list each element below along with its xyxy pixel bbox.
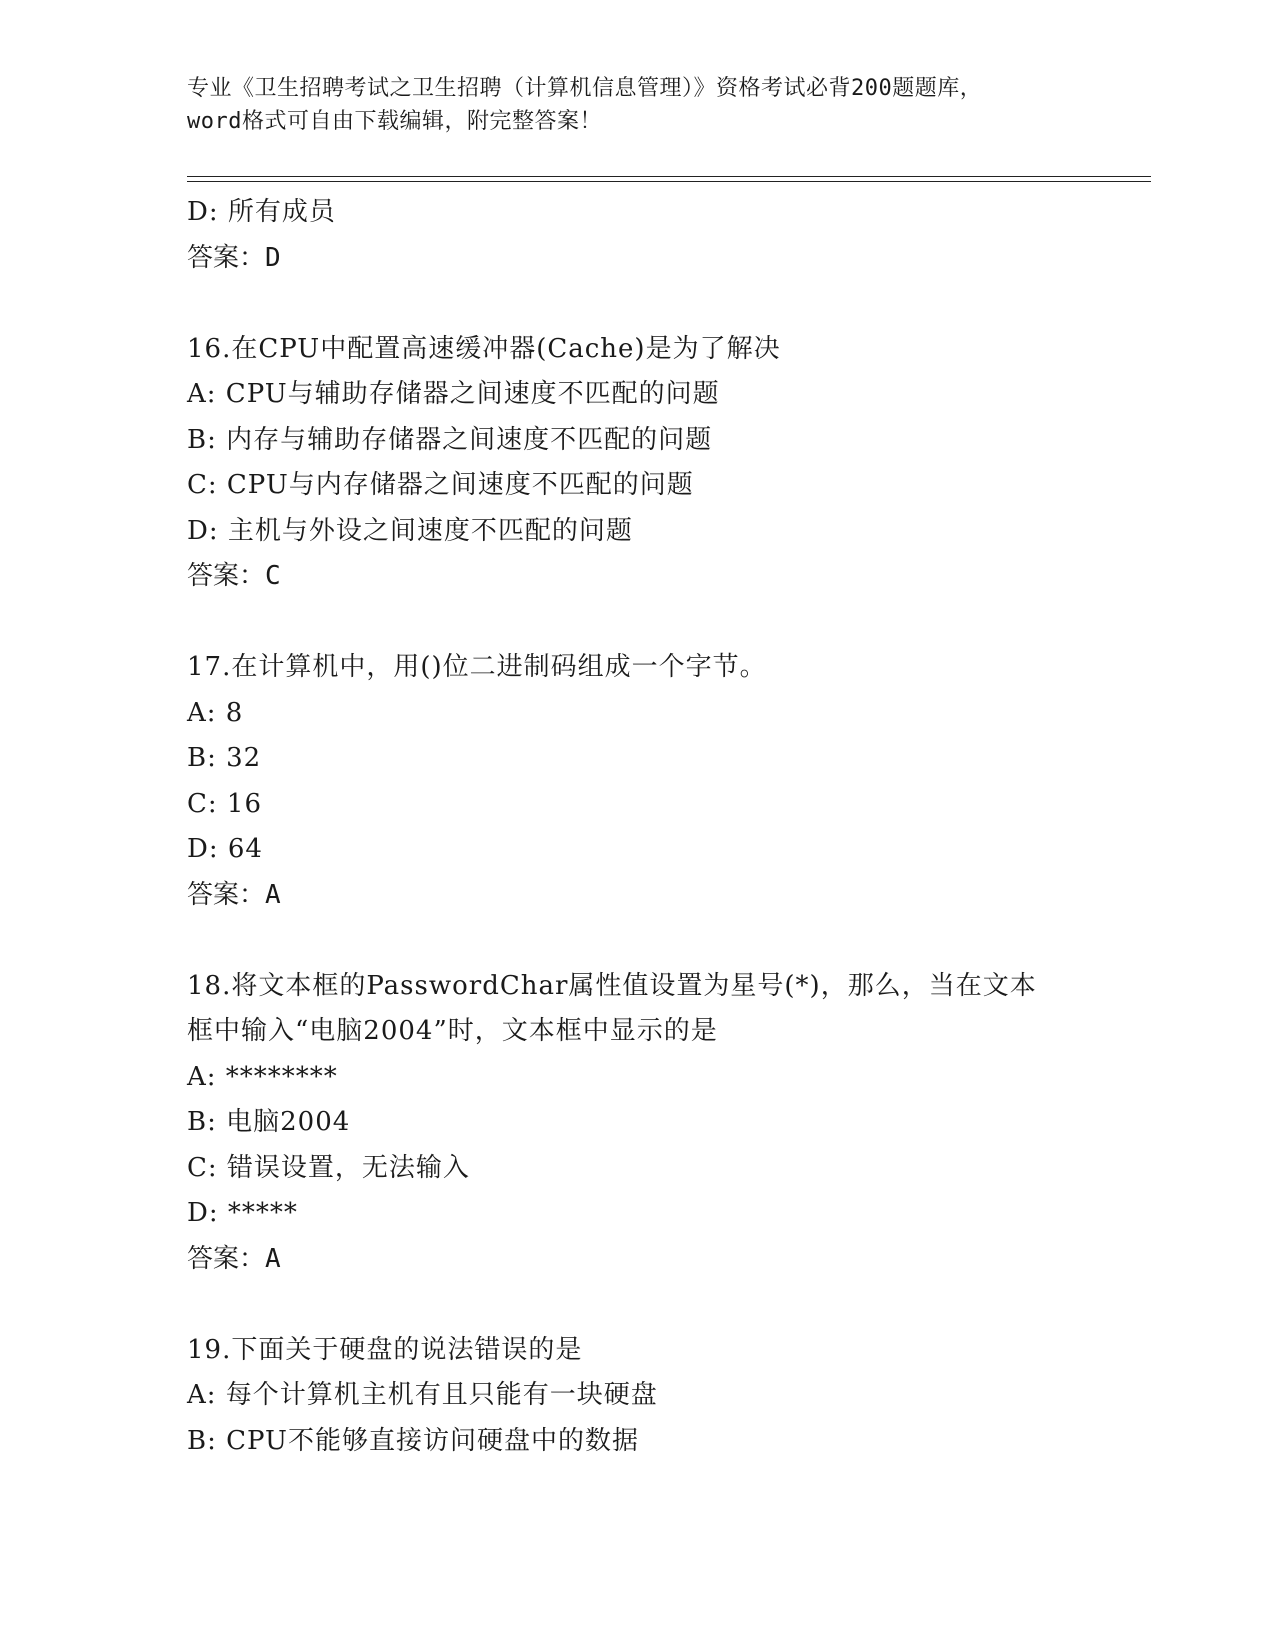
question-16-option-c: C: CPU与内存储器之间速度不匹配的问题: [187, 470, 694, 500]
spacer: [187, 600, 1107, 646]
document-header: [187, 72, 1087, 138]
question-19-option-a: A: 每个计算机主机有且只能有一块硬盘: [187, 1380, 658, 1410]
question-18-option-c: C: 错误设置，无法输入: [187, 1152, 470, 1183]
question-17-option-a: A: 8: [187, 697, 244, 728]
question-16-option-d: D: 主机与外设之间速度不匹配的问题: [187, 515, 633, 546]
question-17-option-d: D: 64: [187, 834, 263, 864]
header-line-2: word格式可自由下载编辑，附完整答案！: [187, 109, 602, 134]
prev-answer: 答案：D: [187, 242, 281, 273]
question-18-stem-line-2: 框中输入“电脑2004”时，文本框中显示的是: [187, 1016, 718, 1046]
question-18-stem-line-1: 18.将文本框的PasswordChar属性值设置为星号(*)，那么，当在文本: [187, 970, 1037, 1001]
question-16-option-b: B: 内存与辅助存储器之间速度不匹配的问题: [187, 424, 713, 455]
header-rule-top: [187, 176, 1151, 177]
question-16-stem: 16.在CPU中配置高速缓冲器(Cache)是为了解决: [187, 333, 781, 364]
question-17-option-b: B: 32: [187, 743, 262, 773]
question-list: [187, 190, 1107, 1464]
prev-option-d: D: 所有成员: [187, 197, 336, 227]
question-16-option-a: A: CPU与辅助存储器之间速度不匹配的问题: [187, 379, 720, 409]
spacer: [187, 1282, 1107, 1328]
question-18-option-d: D: *****: [187, 1198, 298, 1228]
spacer: [187, 918, 1107, 964]
header-line-1: 专业《卫生招聘考试之卫生招聘（计算机信息管理）》资格考试必背200题题库，: [187, 76, 983, 101]
question-16-answer: 答案：C: [187, 561, 281, 591]
question-19-option-b: B: CPU不能够直接访问硬盘中的数据: [187, 1425, 639, 1456]
spacer: [187, 281, 1107, 327]
question-18-option-a: A: ********: [187, 1061, 338, 1092]
question-17-option-c: C: 16: [187, 788, 263, 819]
header-rule-bottom: [187, 181, 1151, 182]
question-17-answer: 答案：A: [187, 879, 281, 910]
question-17-stem: 17.在计算机中，用()位二进制码组成一个字节。: [187, 652, 767, 682]
question-19-stem: 19.下面关于硬盘的说法错误的是: [187, 1334, 583, 1365]
question-18-option-b: B: 电脑2004: [187, 1107, 351, 1137]
question-18-answer: 答案：A: [187, 1243, 281, 1274]
